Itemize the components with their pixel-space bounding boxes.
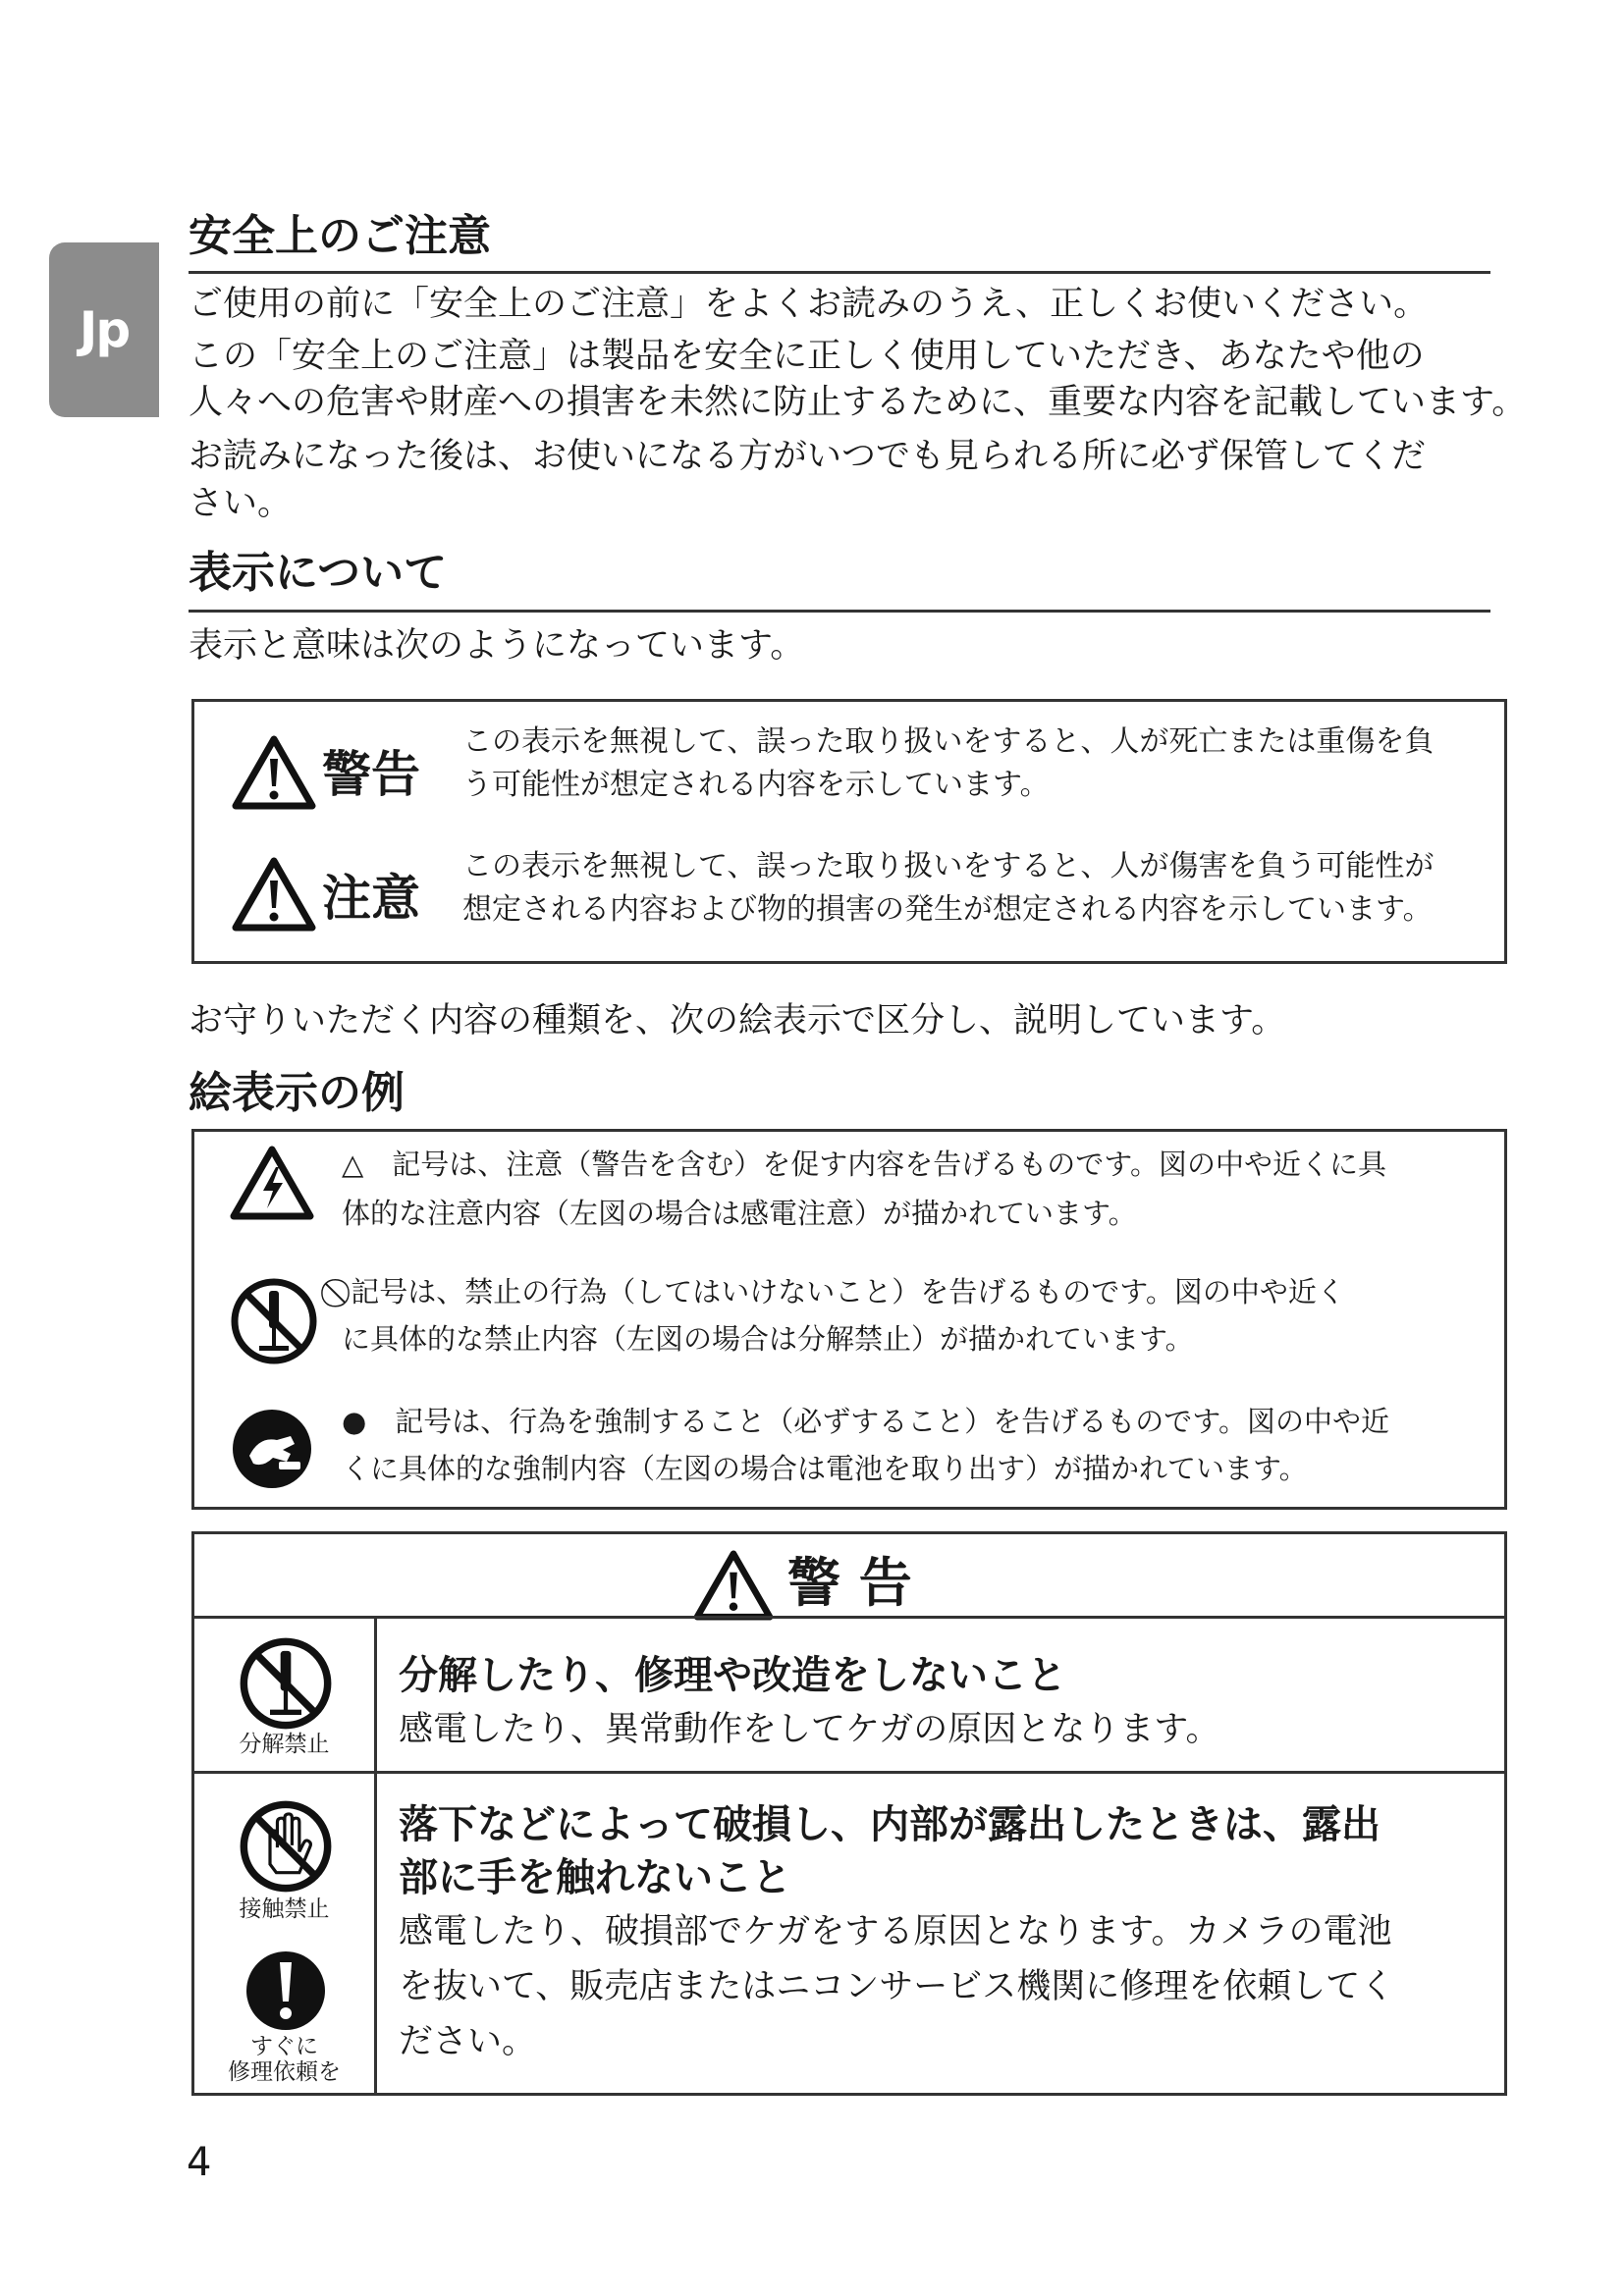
signal-label-warning: 警告 [322, 746, 420, 803]
warning-triangle-icon [232, 857, 316, 932]
safety-intro-line-5: さい。 [189, 484, 293, 523]
warning-row-1-body-line-1: 感電したり、異常動作をしてケガの原因となります。 [399, 1710, 1220, 1749]
signal-desc-warning-line-2: う可能性が想定される内容を示しています。 [462, 768, 1050, 802]
warning-row-2-body-line-2: を抜いて、販売店またはニコンサービス機関に修理を依頼してく [399, 1967, 1395, 2006]
signal-desc-caution-line-2: 想定される内容および物的損害の発生が想定される内容を示しています。 [462, 892, 1433, 927]
warning-row-2-title-line-2: 部に手を触れないこと [399, 1855, 791, 1900]
mandatory-exclamation-icon [244, 1949, 328, 2033]
no-disassembly-icon [230, 1277, 318, 1365]
no-disassembly-icon [239, 1636, 333, 1731]
warning-table-row-divider [194, 1771, 1504, 1774]
pictogram-desc-mandatory-line-1: ● 記号は、行為を強制すること（必ずすること）を告げるものです。図の中や近 [342, 1405, 1389, 1438]
pictograms-title: 絵表示の例 [189, 1068, 405, 1118]
safety-title: 安全上のご注意 [189, 211, 491, 261]
warning-row-2-body-line-1: 感電したり、破損部でケガをする原因となります。カメラの電池 [399, 1912, 1392, 1951]
safety-intro-line-1: ご使用の前に「安全上のご注意」をよくお読みのうえ、正しくお使いください。 [189, 285, 1429, 324]
warning-triangle-icon [232, 735, 316, 810]
signal-label-caution: 注意 [322, 870, 420, 927]
icon-label-repair-line-2: 修理依頼を [228, 2059, 341, 2085]
icon-label-repair-line-1: すぐに [250, 2034, 318, 2059]
warning-table [191, 1531, 1507, 2096]
safety-intro-line-4: お読みになった後は、お使いになる方がいつでも見られる所に必ず保管してくだ [189, 437, 1427, 476]
pictogram-desc-caution-line-2: 体的な注意内容（左図の場合は感電注意）が描かれています。 [342, 1197, 1137, 1230]
page-number: 4 [187, 2140, 212, 2185]
display-outro: お守りいただく内容の種類を、次の絵表示で区分し、説明しています。 [189, 1001, 1286, 1041]
warning-triangle-icon [693, 1550, 774, 1621]
safety-intro-line-2: この「安全上のご注意」は製品を安全に正しく使用していただき、あなたや他の [189, 337, 1425, 376]
display-intro: 表示と意味は次のようになっています。 [189, 626, 805, 666]
pictogram-desc-prohibition-line-2: に具体的な禁止内容（左図の場合は分解禁止）が描かれています。 [342, 1322, 1194, 1356]
signal-words-box [191, 699, 1507, 964]
icon-label-no-disassembly: 分解禁止 [239, 1732, 330, 1757]
no-touch-icon [239, 1799, 333, 1894]
warning-table-header-divider [194, 1616, 1504, 1619]
safety-title-rule [189, 271, 1490, 274]
pictograms-box [191, 1129, 1507, 1510]
warning-table-column-divider [374, 1618, 377, 2094]
signal-desc-caution-line-1: この表示を無視して、誤った取り扱いをすると、人が傷害を負う可能性が [462, 849, 1435, 883]
warning-row-1-title-line-1: 分解したり、修理や改造をしないこと [399, 1653, 1066, 1698]
warning-row-2-title-line-1: 落下などによって破損し、内部が露出したときは、露出 [399, 1802, 1380, 1847]
icon-label-no-touch: 接触禁止 [239, 1896, 330, 1922]
warning-table-header: 警 告 [787, 1552, 912, 1614]
language-tab-label: Jp [79, 301, 130, 358]
pictogram-desc-caution-line-1: △ 記号は、注意（警告を含む）を促す内容を告げるものです。図の中や近くに具 [342, 1148, 1386, 1181]
safety-intro-line-3: 人々への危害や財産への損害を未然に防止するために、重要な内容を記載しています。 [189, 383, 1527, 422]
pictogram-desc-mandatory-line-2: くに具体的な強制内容（左図の場合は電池を取り出す）が描かれています。 [342, 1452, 1308, 1485]
electric-shock-caution-icon [230, 1146, 314, 1220]
remove-battery-icon [230, 1407, 314, 1491]
display-title-rule [189, 610, 1490, 613]
signal-desc-warning-line-1: この表示を無視して、誤った取り扱いをすると、人が死亡または重傷を負 [462, 724, 1435, 759]
language-tab [49, 242, 159, 417]
pictogram-desc-prohibition-line-1: ⃠ 記号は、禁止の行為（してはいけないこと）を告げるものです。図の中や近く [342, 1275, 1345, 1308]
warning-row-2-body-line-3: ださい。 [399, 2022, 537, 2061]
display-title: 表示について [189, 548, 448, 598]
